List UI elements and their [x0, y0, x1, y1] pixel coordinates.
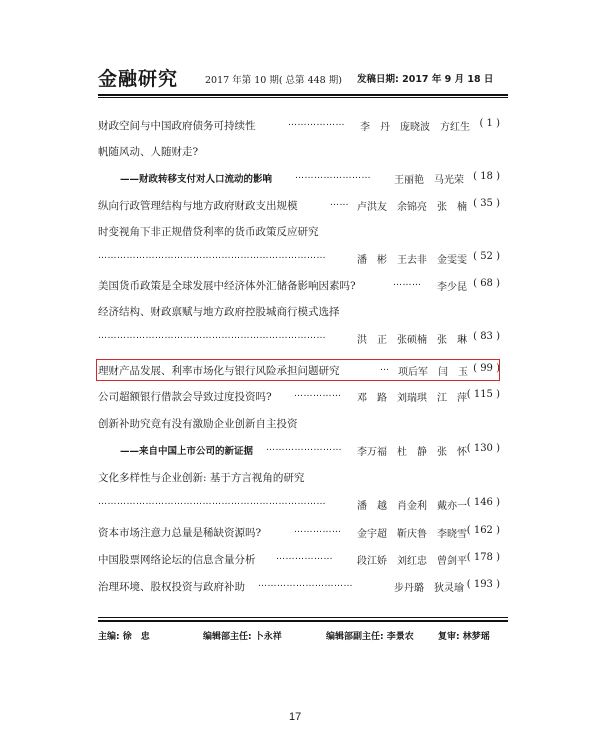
article-authors: 卢洪友 余锦亮 张 楠 [357, 202, 467, 213]
article-page: ( 115 ) [466, 389, 500, 400]
toc-entry[interactable] [98, 416, 508, 432]
leader-dots: … [380, 363, 390, 373]
footer-rule-thin [98, 617, 508, 618]
toc-entry[interactable] [98, 224, 508, 240]
leader-dots: ……………………………………………………………… [98, 251, 326, 261]
article-title: 文化多样性与企业创新: 基于方言视角的研究 [98, 472, 305, 484]
article-authors: 步丹璐 狄灵瑜 [394, 583, 464, 594]
leader-dots: ……………………………………………………………… [98, 331, 326, 341]
leader-dots: ……… [393, 278, 422, 288]
header-rule-thick [98, 94, 508, 96]
article-authors: 洪 正 张硕楠 张 琳 [357, 335, 467, 346]
leader-dots: …………… [294, 389, 342, 399]
leader-dots: …… [330, 198, 349, 208]
article-title: 纵向行政管理结构与地方政府财政支出规模 [98, 200, 298, 212]
toc-entry[interactable] [98, 118, 508, 134]
toc-entry[interactable] [98, 552, 508, 568]
article-page: ( 99 ) [473, 363, 500, 374]
leader-dots: ……………… [288, 118, 345, 128]
leader-dots: …………… [294, 525, 342, 535]
article-authors: 潘 越 肖金利 戴亦一 [357, 501, 467, 512]
leader-dots: …………………… [266, 443, 342, 453]
article-page: ( 1 ) [479, 118, 500, 129]
toc-entry[interactable] [98, 470, 508, 486]
article-title: 中国股票网络论坛的信息含量分析 [98, 554, 256, 566]
editorial-director: 编辑部主任: 卜永祥 [203, 632, 282, 642]
reviewer: 复审: 林梦瑶 [438, 632, 490, 642]
journal-title: 金融研究 [98, 68, 179, 90]
article-title: 公司超额银行借款会导致过度投资吗? [98, 391, 272, 403]
toc-entry-subtitle[interactable] [98, 171, 508, 187]
toc-entry[interactable] [98, 579, 508, 595]
leader-dots: ………………………… [258, 579, 353, 589]
article-title: 理财产品发展、利率市场化与银行风险承担问题研究 [98, 365, 340, 377]
toc-entry[interactable] [98, 389, 508, 405]
article-page: ( 162 ) [466, 525, 500, 536]
deputy-director: 编辑部副主任: 李景农 [326, 632, 414, 642]
article-title: 治理环境、股权投资与政府补助 [98, 581, 245, 593]
article-authors: 段江娇 刘红忠 曾剑平 [357, 556, 467, 567]
toc-entry[interactable] [98, 144, 508, 160]
page-number: 17 [289, 711, 302, 723]
article-title: 美国货币政策是全球发展中经济体外汇储备影响因素吗? [98, 280, 356, 292]
article-title: 经济结构、财政禀赋与地方政府控股城商行模式选择 [98, 306, 340, 318]
article-page: ( 68 ) [473, 278, 500, 289]
toc-entry-continuation[interactable] [98, 251, 508, 267]
article-authors: 李万福 杜 静 张 怀 [357, 447, 467, 458]
leader-dots: ……………… [276, 552, 333, 562]
editor-in-chief: 主编: 徐 忠 [98, 632, 150, 642]
issue-info: 2017 年第 10 期( 总第 448 期) [205, 75, 342, 86]
article-page: ( 193 ) [466, 579, 500, 590]
article-page: ( 146 ) [466, 497, 500, 508]
article-authors: 王丽艳 马光荣 [394, 175, 464, 186]
article-authors: 金宇超 靳庆鲁 李晓雪 [357, 529, 467, 540]
article-authors: 李 丹 庞晓波 方红生 [360, 122, 470, 133]
article-page: ( 18 ) [473, 171, 500, 182]
toc-entry[interactable] [98, 278, 508, 294]
article-title: 财政空间与中国政府债务可持续性 [98, 120, 256, 132]
article-title: 资本市场注意力总量是稀缺资源吗? [98, 527, 262, 539]
article-authors: 李少昆 [437, 282, 467, 293]
leader-dots: …………………… [295, 171, 371, 181]
toc-entry-continuation[interactable] [98, 331, 508, 347]
journal-header [98, 64, 506, 94]
publication-date: 发稿日期: 2017 年 9 月 18 日 [357, 74, 494, 85]
article-title: 帆随风动、人随财走? [98, 146, 199, 158]
article-page: ( 178 ) [466, 552, 500, 563]
article-authors: 项后军 闫 玉 [398, 367, 468, 378]
article-title: 时变视角下非正规借贷利率的货币政策反应研究 [98, 226, 319, 238]
footer-rule-thick [98, 620, 508, 622]
article-page: ( 83 ) [473, 331, 500, 342]
header-rule-thin [98, 97, 508, 98]
toc-entry[interactable] [98, 304, 508, 320]
toc-entry[interactable] [98, 198, 508, 214]
editorial-footer [98, 629, 508, 643]
article-page: ( 35 ) [473, 198, 500, 209]
article-page: ( 130 ) [466, 443, 500, 454]
article-authors: 潘 彬 王去非 金雯雯 [357, 255, 467, 266]
leader-dots: ……………………………………………………………… [98, 497, 326, 507]
article-subtitle: ——财政转移支付对人口流动的影响 [120, 174, 273, 185]
article-subtitle: ——来自中国上市公司的新证据 [120, 446, 254, 457]
highlight-box [96, 359, 500, 381]
toc-entry[interactable] [98, 525, 508, 541]
article-authors: 邓 路 刘瑞琪 江 萍 [357, 393, 467, 404]
article-page: ( 52 ) [473, 251, 500, 262]
article-title: 创新补助究竟有没有激励企业创新自主投资 [98, 418, 298, 430]
toc-entry-continuation[interactable] [98, 497, 508, 513]
toc-entry-subtitle[interactable] [98, 443, 508, 459]
